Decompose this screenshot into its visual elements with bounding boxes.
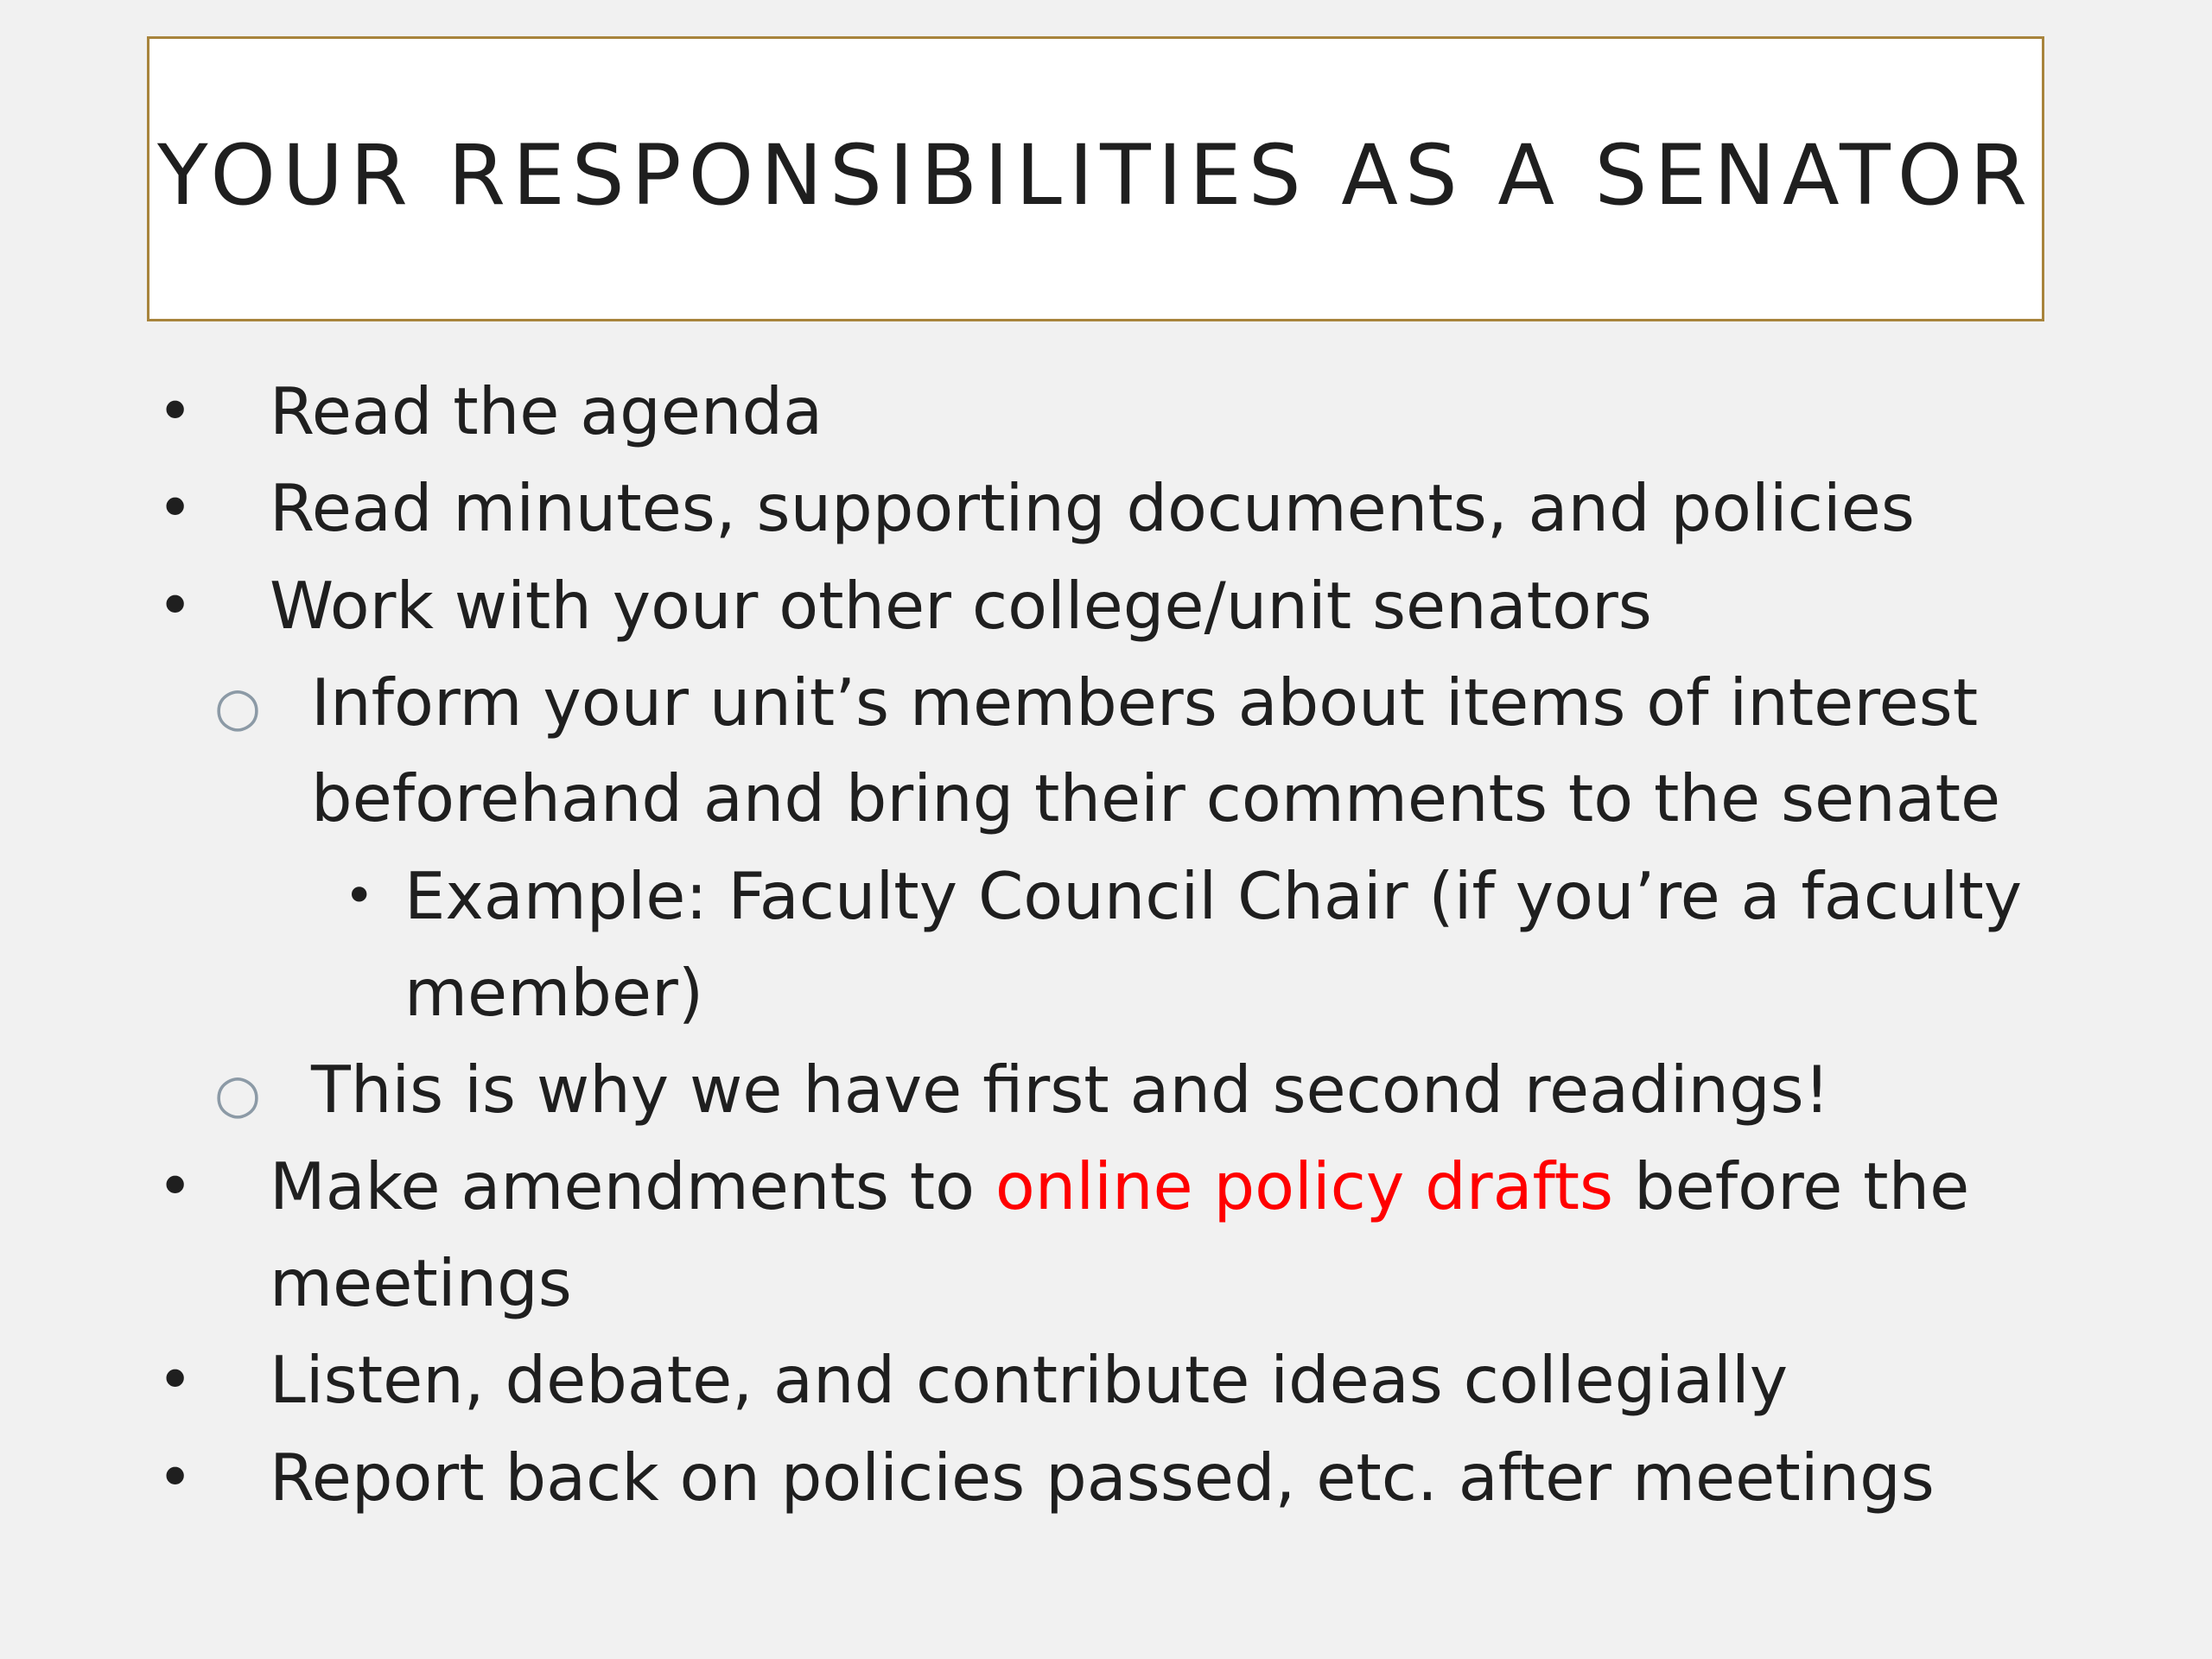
sub-sub-bullet-marker: •	[344, 866, 375, 926]
sub-bullet-readings: This is why we have first and second readings!	[311, 1052, 1830, 1128]
bullet-make-amendments	[270, 1138, 1969, 1235]
slide-title: YOUR RESPONSIBILITIES AS A SENATOR	[156, 127, 2035, 224]
sub-bullet-marker: ○	[214, 675, 262, 738]
bullet-report-back: Report back on policies passed, etc. after meetings	[270, 1440, 1935, 1516]
sub-bullet-inform-members-line2: beforehand and bring their comments to the senate	[311, 760, 2001, 836]
bullet-marker: •	[157, 1442, 194, 1513]
bullet-make-amendments-line2: meetings	[270, 1245, 572, 1321]
online-policy-drafts-link[interactable]: online policy drafts	[995, 1148, 1614, 1224]
bullet-marker: •	[157, 473, 194, 543]
bullet-marker: •	[157, 1344, 194, 1415]
bullet-make-amendments-prefix: Make amendments to	[270, 1148, 995, 1224]
sub-sub-bullet-example-line2: member)	[404, 955, 704, 1031]
sub-bullet-marker: ○	[214, 1062, 262, 1125]
bullet-marker: •	[157, 570, 194, 641]
bullet-make-amendments-suffix: before the	[1613, 1148, 1970, 1224]
bullet-marker: •	[157, 1151, 194, 1222]
bullet-work-with-senators: Work with your other college/unit senators	[270, 568, 1652, 644]
sub-bullet-inform-members-line1: Inform your unit’s members about items of interest	[311, 664, 1979, 741]
bullet-read-minutes: Read minutes, supporting documents, and policies	[270, 470, 1915, 546]
bullet-listen-debate: Listen, debate, and contribute ideas collegially	[270, 1342, 1789, 1418]
bullet-marker: •	[157, 376, 194, 447]
sub-sub-bullet-example-line1: Example: Faculty Council Chair (if you’re a faculty	[404, 858, 2023, 934]
bullet-read-agenda: Read the agenda	[270, 373, 823, 449]
